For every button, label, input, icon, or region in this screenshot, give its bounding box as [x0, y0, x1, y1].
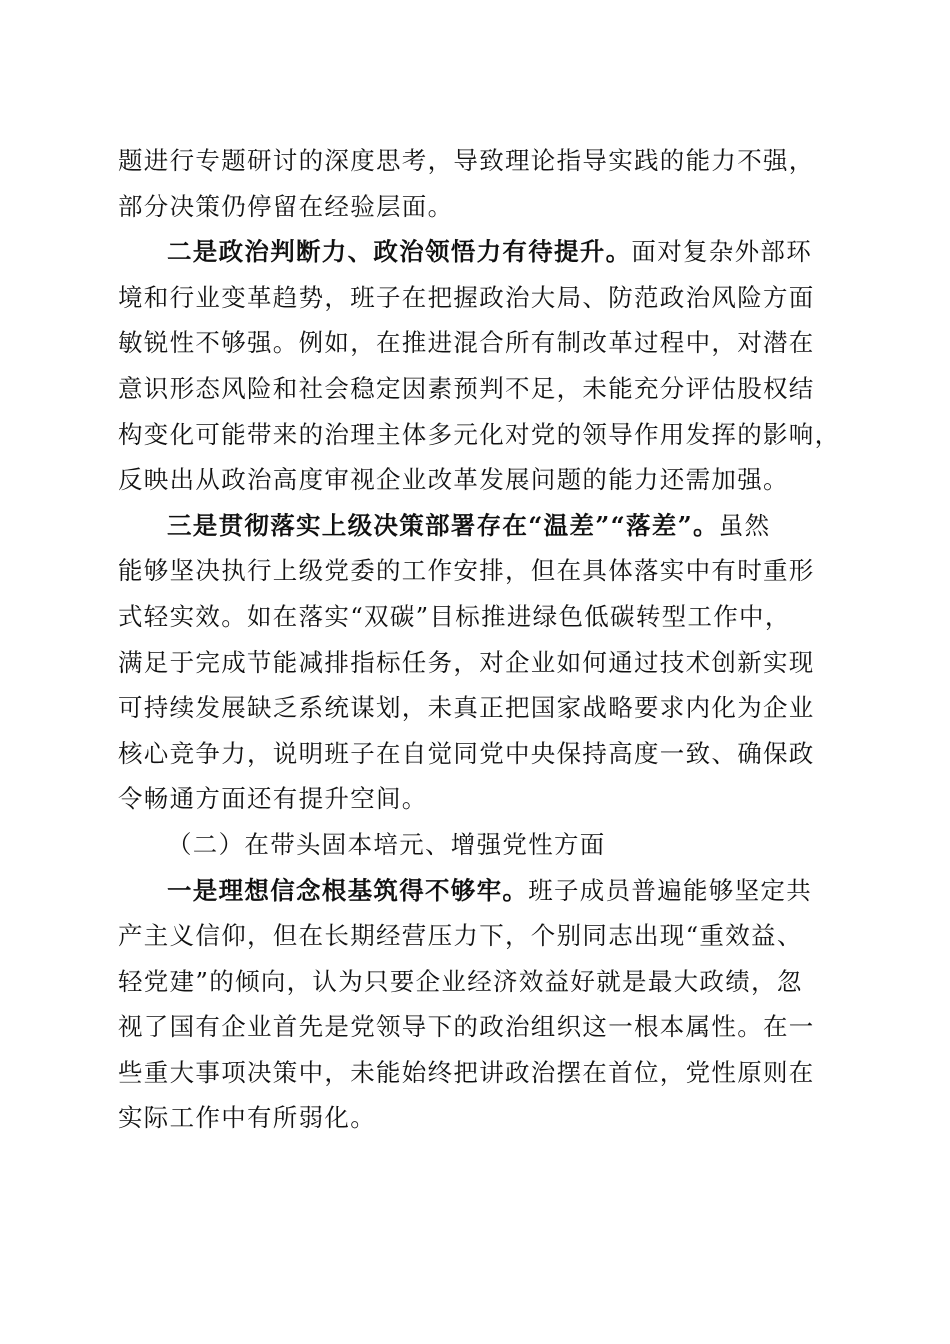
text-line: 产主义信仰，但在长期经营压力下，个别同志出现“重效益、: [118, 921, 803, 951]
text-line: 式轻实效。如在落实“双碳”目标推进绿色低碳转型工作中，: [118, 601, 791, 631]
text-line: 视了国有企业首先是党领导下的政治组织这一根本属性。在一: [118, 1012, 815, 1042]
document-body: [118, 138, 841, 1141]
text-line: 构变化可能带来的治理主体多元化对党的领导作用发挥的影响，: [118, 419, 841, 449]
paragraph-ideals-belief: [118, 868, 832, 1142]
paragraph-implementation-gap: [118, 503, 832, 822]
text-line: 可持续发展缺乏系统谋划，未真正把国家战略要求内化为企业: [118, 693, 815, 723]
text-line: 令畅通方面还有提升空间。: [118, 784, 428, 814]
text-line: 反映出从政治高度审视企业改革发展问题的能力还需加强。: [118, 465, 789, 495]
text-line: 轻党建”的倾向，认为只要企业经济效益好就是最大政绩，忽: [118, 966, 803, 996]
text-line: 境和行业变革趋势，班子在把握政治大局、防范政治风险方面: [118, 282, 815, 312]
text-line: 满足于完成节能减排指标任务，对企业如何通过技术创新实现: [118, 647, 815, 677]
text-line-first: [118, 503, 832, 549]
text-line: 意识形态风险和社会稳定因素预判不足，未能充分评估股权结: [118, 373, 815, 403]
paragraph-lead: 三是贯彻落实上级决策部署存在“温差”“落差”。: [167, 510, 719, 540]
text-line: 些重大事项决策中，未能始终把讲政治摆在首位，党性原则在: [118, 1057, 815, 1087]
text-line: 题进行专题研讨的深度思考，导致理论指导实践的能力不强，: [118, 146, 815, 175]
paragraph-lead: 二是政治判断力、政治领悟力有待提升。: [167, 237, 632, 267]
text-run: 班子成员普遍能够坚定共: [528, 875, 813, 905]
paragraph-political-judgment: [118, 229, 841, 503]
paragraph-lead: 一是理想信念根基筑得不够牢。: [167, 875, 529, 905]
text-line-first: [118, 868, 832, 914]
text-run: 虽然: [718, 510, 771, 540]
text-line: 实际工作中有所弱化。: [118, 1103, 376, 1133]
paragraph-continuation: [118, 138, 832, 229]
text-line: 能够坚决执行上级党委的工作安排，但在具体落实中有时重形: [118, 556, 815, 586]
text-line: 部分决策仍停留在经验层面。: [118, 191, 454, 221]
text-line: 敏锐性不够强。例如，在推进混合所有制改革过程中，对潜在: [118, 328, 815, 358]
text-line: 核心竞争力，说明班子在自觉同党中央保持高度一致、确保政: [118, 738, 815, 768]
text-run: 面对复杂外部环: [631, 237, 813, 267]
section-heading: [118, 822, 832, 868]
section-heading-text: （二）在带头固本培元、增强党性方面: [167, 829, 606, 859]
text-line-first: [118, 229, 832, 275]
